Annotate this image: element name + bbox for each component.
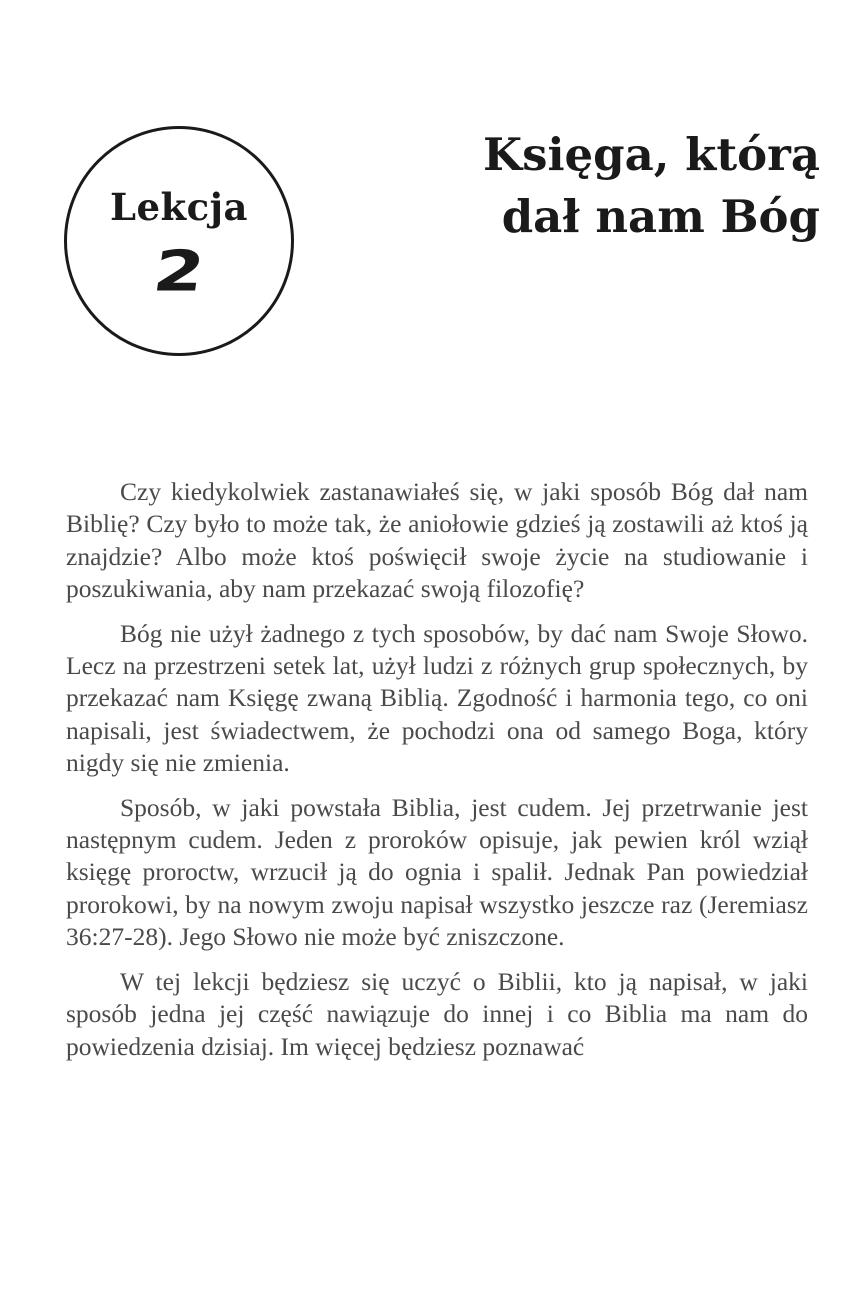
paragraph-4: W tej lekcji będziesz się uczyć o Biblii, kto ją napisał, w jaki sposób jedna jej część nawiązuje do innej i co Biblia ma nam do powiedzenia dzisiaj. Im więcej będziesz poznawać [66, 966, 808, 1061]
lesson-label: Lekcja [109, 185, 249, 229]
paragraph-1: Czy kiedykolwiek zastanawiałeś się, w jaki sposób Bóg dał nam Biblię? Czy było to może tak, że aniołowie gdzieś ją zostawili aż ktoś ją znajdzie? Albo może ktoś poświęcił swoje życie na studiowanie i poszukiwania, aby nam przekazać swoją filozofię? [66, 477, 808, 604]
paragraph-3: Sposób, w jaki powstała Biblia, jest cudem. Jej przetrwanie jest następnym cudem. Jeden z proroków opisuje, jak pewien król wziął księgę proroctw, wrzucił ją do ognia i spalił. Jednak Pan powiedział prorokowi, by na nowym zwoju napisał wszystko jeszcze raz (Jeremiasz 36:27-28). Jego Słowo nie może być zniszczone. [66, 792, 808, 952]
lesson-title-line-2: dał nam Bóg [501, 190, 820, 243]
body-text [66, 476, 808, 1075]
lesson-title-line-1: Księga, którą [483, 128, 820, 181]
paragraph-2: Bóg nie użył żadnego z tych sposobów, by dać nam Swoje Słowo. Lecz na przestrzeni setek lat, użył ludzi z różnych grup społecznych, by przekazać nam Księgę zwaną Biblią. Zgodność i harmonia tego, co oni napisali, jest świadectwem, że pochodzi ona od samego Boga, który nigdy się nie zmienia. [66, 618, 808, 778]
lesson-number: 2 [149, 238, 209, 304]
lesson-title [420, 124, 820, 248]
lesson-badge [64, 126, 294, 356]
